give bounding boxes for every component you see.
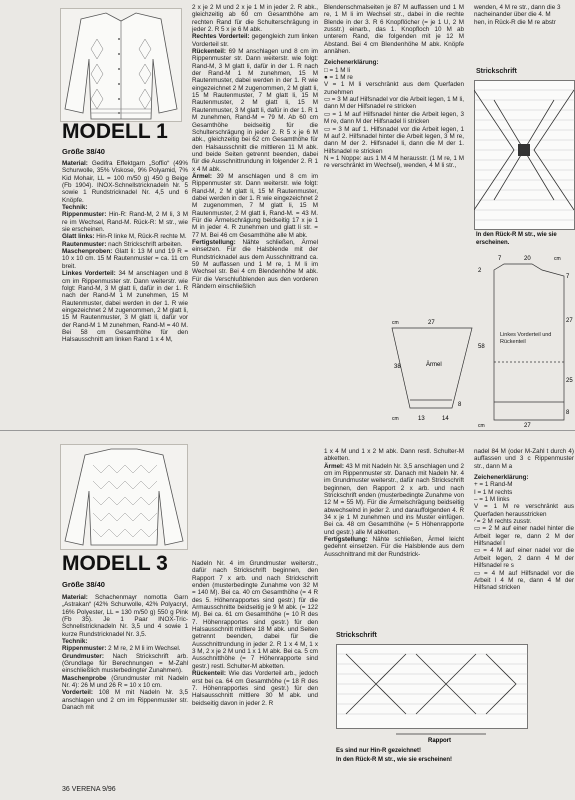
model1-col2: 2 x je 2 M und 2 x je 1 M in jeder 2. R abk., gleichzeitig ab 60 cm Gesamthöhe am rechten Rand für die Schulterschrägung in jeder 2. R 5 x je 6 M abk. Rechtes Vorderteil: gegengleich zum linken Vorderteil str. Rückenteil: 69 M anschlagen und 8 cm im Rippenmuster str. Dann weiterstr. wie folgt: Rand-M, 3 M glatt li, dafür in der 1. R nach der Rand-M 1 M zunehmen, 15 M Rautenmuster, dabei werden in der 1. R wie eingezeichnet 2 M zugenommen, 2 M glatt li, 15 M Rautenmuster, 7 M glatt li, 15 M Rautenmuster, 2 M glatt li, 15 M Rautenmuster, 3 M glatt li, dafür in der 1. R 1 M zunehmen, Rand-M = 79 M. Ab 60 cm Gesamthöhe beidseitig für die Schulterschrägung in jeder 2. R 5 x je 6 M abk., gleichzeitig bei 62 cm Gesamthöhe für den Halsausschnitt die mittleren 11 M abk. und beide Seiten getrennt beenden, dabei für die Ausschnittrundung in folgender 2. R 1 x 4 M abk. Ärmel: 39 M anschlagen und 8 cm im Rippenmuster str. Dann weiterstr. wie folgt: Rand-M, 2 M glatt li, 15 M Rautenmuster, dabei werden in der 1. R wie eingezeichnet 2 M zugenommen, 7 M glatt li, 15 M Rautenmuster, 2 M glatt li, Rand-M. = 43 M. Für die Ärmelschrägung beidseitig 17 x je 1 M in jeder 4. R zunehmen und glatt li str. = 77 M. Bei 46 cm Gesamthöhe alle M abk. Fertigstellung: Nähte schließen, Ärmel einsetzen. Für die Halsblende mit der Rundstricknadel aus dem Ausschnittrand ca. 59 M auffassen und 1 M re, 1 M li im Wechsel str. Bei 4 cm Blendenhöhe M abk. Für die Verschlußblenden aus den vorderen Rändern einschließlich	[192, 4, 318, 291]
model1-col3: Blendenschmalseiten je 87 M auffassen und 1 M re, 1 M li im Wechsel str., dabei in die rechte Blende in der 3. R 6 Knopflöcher (= je 1 U, 2 M zusstr.) einarb., das 1. Knopfloch 10 M ab unterem Rand, die folgenden mit je 12 M Abstand. Bei 4 cm Blendenhöhe M abk. Knöpfe annähen. Zeichenerklärung: □ = 1 M li ● = 1 M re V = 1 M li verschränkt aus dem Querfaden zunehmen ▭ = 3 M auf Hilfsnadel vor die Arbeit legen, 1 M li, dann M der Hilfsnadel re stricken ▭ = 1 M auf Hilfsnadel hinter die Arbeit legen, 3 M re, dann M der Hilfsnadel li stricken ▭ = 3 M auf 1. Hilfsnadel vor die Arbeit legen, 1 M auf 2. Hilfsnadel hinter die Arbeit legen, 3 M re, dann M der 2. Hilfsnadel li, dann die M der 1. Hilfsnadel re stricken N = 1 Noppe: aus 1 M 4 M herausstr. (1 M re, 1 M re verschränkt im Wechsel), wenden, 4 M li str.,	[324, 4, 464, 170]
knitting-chart-2	[336, 644, 528, 744]
schem-num-20: 20	[524, 256, 531, 262]
model1-instructions: Material: Gedifra Effektgarn „Soffio“ (49% Schurwolle, 35% Viskose, 9% Polyamid, 7% Kid Mohair, LL = 100 m/50 g) 450 g Beige (Fb 1904). INOX-Schnellstricknadeln Nr. 5 sowie 1 Rundstricknadel Nr. 4,5 und 6 Knöpfe. Technik: Rippenmuster: Hin-R: Rand-M, 2 M li, 3 M re im Wechsel, Rand-M. Rück-R: M str., wie sie erscheinen. Glatt links: Hin-R linke M, Rück-R rechte M. Rautenmuster: nach Strickschrift arbeiten. Maschenproben: Glatt li: 13 M und 19 R = 10 x 10 cm. 15 M Rautenmuster = ca. 11 cm breit. Linkes Vorderteil: 34 M anschlagen und 8 cm im Rippenmuster str. Dann weiterstr. wie folgt: Rand-M, 3 M glatt li, dafür in der 1. R nach der Rand-M 1 M zunehmen, 15 M Rautenmuster, dabei werden in der 1. R wie eingezeichnet 2 M zugenommen, 2 M glatt li, 15 M Rautenmuster, 3 M glatt li, dafür vor der Rand-M 1 M zunehmen, Rand-M = 40 M. Bei 58 cm Gesamthöhe für den Halsausschnitt am linken Rand 1 x 4 M,	[62, 160, 188, 344]
cardigan-sketch	[60, 8, 182, 122]
model3-title: MODELL 3	[62, 552, 168, 575]
schem-num-27b: 27	[524, 423, 531, 428]
col4-top-text: wenden, 4 M re str., dann die 3 nacheinander über die 4. M hen, in Rück-R die M re abstr	[474, 4, 561, 26]
schem-num-27: 27	[566, 318, 573, 324]
model1-title: MODELL 1	[62, 120, 168, 143]
model3-size: Größe 38/40	[62, 580, 105, 589]
chart2-title: Strickschrift	[336, 632, 377, 639]
page-footer: 36 VERENA 9/96	[62, 786, 116, 793]
model3-col3: 1 x 4 M und 1 x 2 M abk. Dann restl. Schulter-M abketten. Ärmel: 43 M mit Nadeln Nr. 3,5 anschlagen und 2 cm im Rippenmuster str. Danach mit Nadeln Nr. 4 im Grundmuster weiterstr., dafür nach Strickschrift beginnen, den Rapport 2 x arb. und nach Strickschrift enden (musterbedingte Zunahme von 12 M = 55 M). Für die Ärmelschrägung beidseitig abwechselnd in jeder 2. und darauffolgenden 4. R 34 x je 1 M zunehmen und ins Muster einfügen. Bei ca. 48 cm Gesamthöhe (= 5 Höhenrapporte und gestr.) alle M abketten. Fertigstellung: Nähte schließen, Ärmel leicht gedehnt einsetzen. Für die Halsblende aus dem Ausschnittrand mit der Rundstrick-	[324, 448, 464, 558]
cardigan-drawing	[61, 9, 181, 121]
sleeve-cm-bottom: cm	[392, 416, 399, 422]
section-divider	[0, 430, 575, 431]
schem-num-7: 7	[498, 256, 502, 262]
sleeve-right-label: 8	[458, 402, 462, 408]
pullover-drawing	[61, 445, 187, 549]
chart2-caption-1: Es sind nur Hin-R gezeichnet!	[336, 748, 422, 754]
model1-size: Größe 38/40	[62, 147, 105, 156]
schem-num-8: 8	[566, 410, 570, 416]
chart1-title: Strickschrift	[476, 68, 517, 75]
schem-cm-top: cm	[554, 256, 561, 262]
knitting-chart-1	[474, 80, 575, 230]
chart1-caption-2: erscheinen.	[476, 240, 510, 246]
chart1-caption-1: In den Rück-R M str., wie sie	[476, 232, 557, 238]
sleeve-bottom-right: 14	[442, 416, 449, 422]
schem-label: Linkes Vorderteil und Rückenteil	[500, 332, 552, 345]
model3-col2: Nadeln Nr. 4 im Grundmuster weiterstr., dafür nach Strickschrift beginnen, den Rapport 7 x arb. und nach Strickschrift enden (musterbedingte Zunahme von 32 M = 140 M). Bei ca. 40 cm Gesamthöhe (= 4 R des 5. Höhenrapportes sind gestr.) für die Armausschnitte beidseitig je 9 M abk. (= 122 M). Bei ca. 61 cm Gesamthöhe (= 10 R des 7. Höhenrapportes sind gestr.) für den Halsausschnitt mittlere 18 M abk. und Seiten getrennt beenden, dabei für die Ausschnittrundung in jeder 2. R 1 x 4 M, 1 x 3 M, 2 x je 2 M und 1 x 1 M abk. Bei ca. 5 cm Ausschnitthöhe (= 7 Höhenrapporte sind gestr.) restl. Schulter-M abketten. Rückenteil: Wie das Vorderteil arb., jedoch erst bei ca. 64 cm Gesamthöhe (= 18 R des 7. Höhenrapportes sind gestr.) für den Halsausschnitt mittlere 30 M abk. und beidseitig davon in jeder 2. R	[192, 560, 318, 707]
schem-num-25: 25	[566, 378, 573, 384]
schem-num-7b: 7	[566, 274, 570, 280]
model3-instructions: Material: Schachenmayr nomotta Garn „Astrakan“ (42% Schurwolle, 42% Polyacryl, 16% Polyester, LL = 130 m/50 g) 550 g Pink (Fb 35). Je 1 Paar INOX-Tric-Schnellstricknadeln Nr. 3,5 und 4 sowie 1 kurze Rundstricknadel Nr. 3,5. Technik: Rippenmuster: 2 M re, 2 M li im Wechsel. Grundmuster: Nach Strickschrift arb. (Grundlage für Berechnungen = M-Zahl einschließlich musterbedingter Zunahmen). Maschenprobe (Grundmuster mit Nadeln Nr. 4): 26 M und 26 R = 10 x 10 cm. Vorderteil: 108 M mit Nadeln Nr. 3,5 anschlagen und 2 cm im Rippenmuster str. Danach mit	[62, 594, 188, 712]
schem-cm-bottom: cm	[478, 423, 485, 428]
chart2-rapport: Rapport	[428, 738, 451, 744]
chart2-caption-2: In den Rück-R M str., wie sie erscheinen!	[336, 757, 453, 763]
schem-num-58: 58	[478, 344, 485, 350]
schem-num-2: 2	[478, 268, 482, 274]
body-schematic	[474, 252, 575, 428]
sleeve-left-label: 38	[394, 364, 401, 370]
model3-col4: nadel 84 M (oder M-Zahl t durch 4) auffassen und 3 c Rippenmuster str., dann M a Zeichenerklärung: + = 1 Rand-M I = 1 M rechts – = 1 M links V = 1 M re verschränkt aus Querfaden herausstricken ⁄ = 2 M rechts zusstr. ▭ = 2 M auf einer nadel hinter die Arbeit leger re, dann 2 M der Hilfsnadel l ▭ = 4 M auf einer nadel vor die Arbeit legen, 2 dann 4 M der Hilfsnadel re s ▭ = 4 M auf Hilfsnadel vor die Arbeit l 4 M re, dann 4 M der Hilfsnad stricken	[474, 448, 574, 592]
sleeve-bottom-left: 13	[418, 416, 425, 422]
pullover-sketch	[60, 444, 188, 550]
sleeve-cm-top: cm	[392, 320, 399, 326]
sleeve-name: Ärmel	[426, 362, 442, 368]
sleeve-schematic	[388, 316, 476, 428]
sleeve-top-label: 27	[428, 320, 435, 326]
